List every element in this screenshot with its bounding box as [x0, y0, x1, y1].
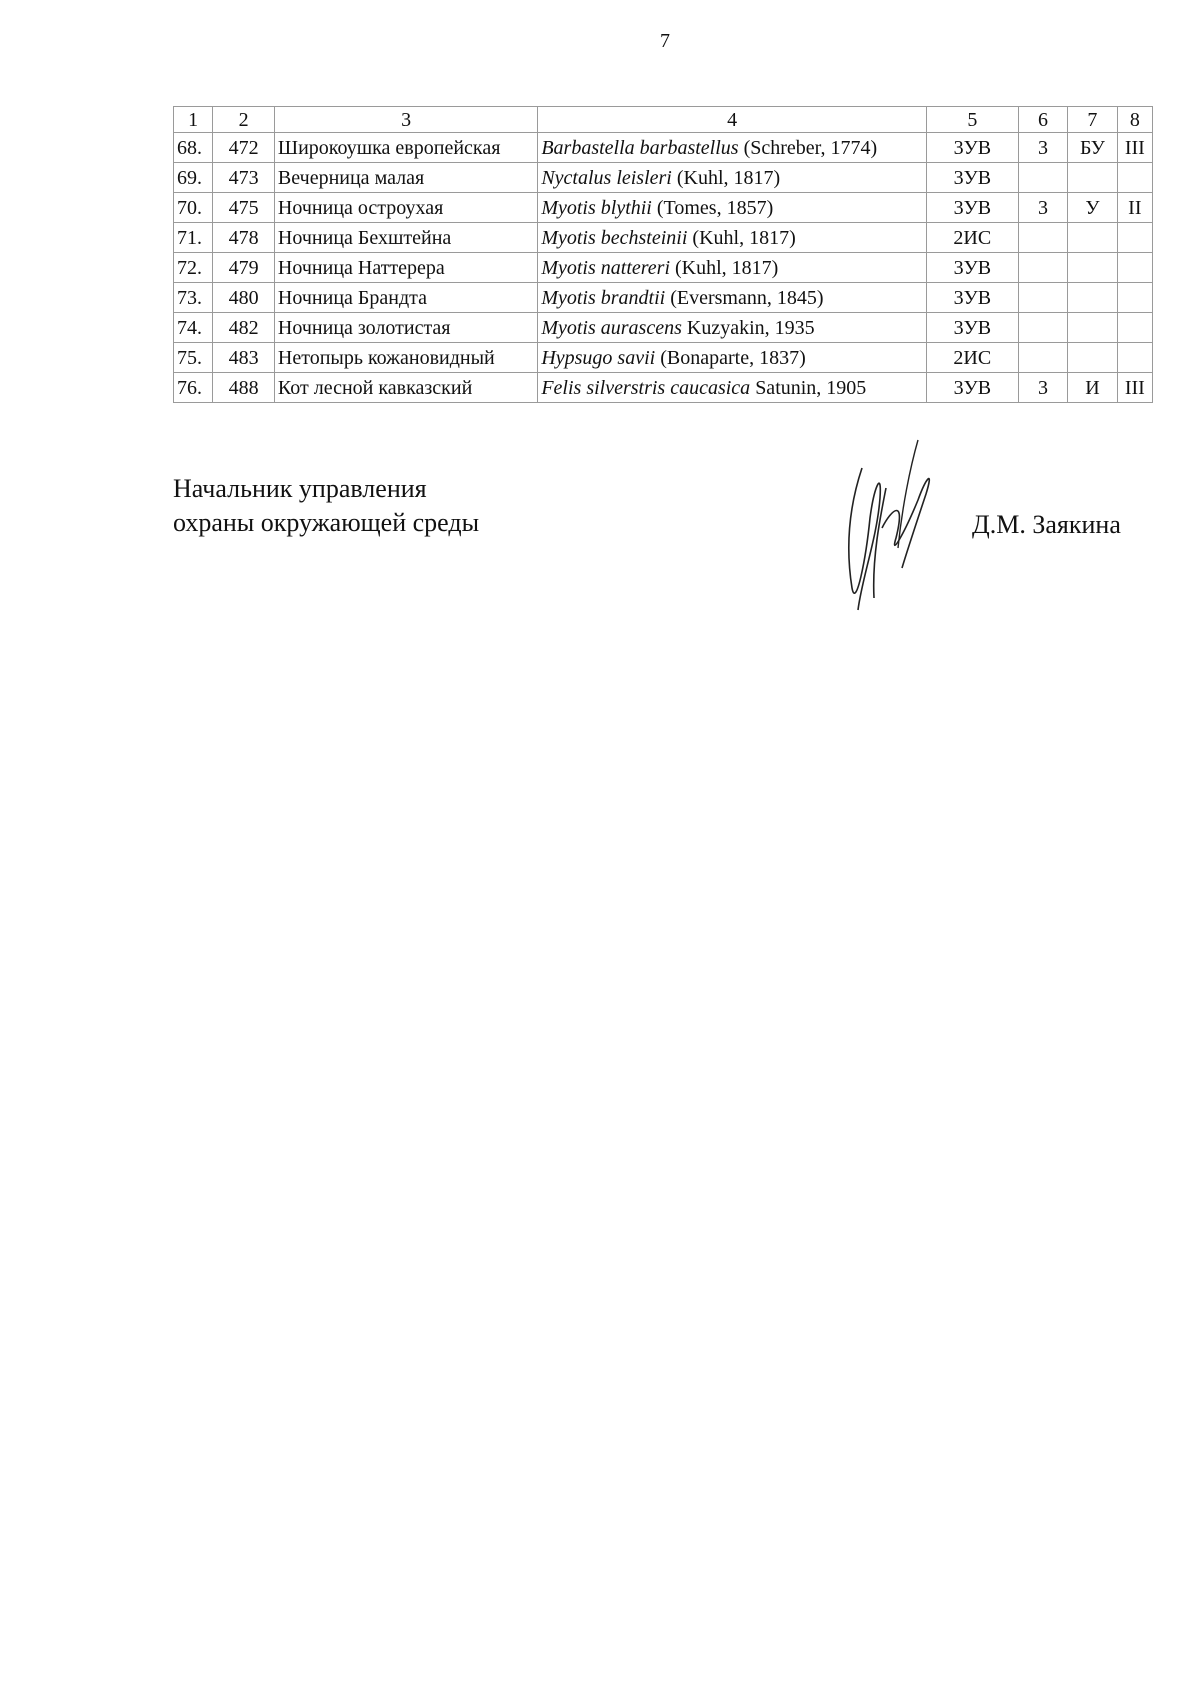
column-8-value — [1117, 223, 1152, 253]
column-header: 3 — [274, 107, 537, 133]
table-row — [174, 223, 1153, 253]
taxon-author: (Tomes, 1857) — [656, 196, 774, 219]
column-6-value — [1018, 343, 1067, 373]
latin-name-cell — [538, 223, 927, 253]
russian-name: Ночница Брандта — [274, 283, 537, 313]
column-7-value — [1068, 313, 1117, 343]
latin-name: Myotis brandtii — [541, 286, 666, 309]
column-6-value — [1018, 223, 1067, 253]
latin-name-cell — [538, 253, 927, 283]
column-header: 7 — [1068, 107, 1117, 133]
latin-name: Myotis nattereri — [541, 256, 671, 279]
latin-name-cell — [538, 313, 927, 343]
table-row — [174, 373, 1153, 403]
status-category: 3УВ — [926, 373, 1018, 403]
table-row — [174, 193, 1153, 223]
status-category: 3УВ — [926, 163, 1018, 193]
status-category: 3УВ — [926, 283, 1018, 313]
table-row — [174, 163, 1153, 193]
latin-name: Hypsugo savii — [541, 346, 656, 369]
species-table — [173, 106, 1153, 403]
row-number: 69. — [174, 163, 213, 193]
russian-name: Вечерница малая — [274, 163, 537, 193]
species-code: 488 — [213, 373, 275, 403]
signatory-position — [173, 472, 479, 540]
row-number: 71. — [174, 223, 213, 253]
status-category: 2ИС — [926, 343, 1018, 373]
latin-name-cell — [538, 193, 927, 223]
row-number: 74. — [174, 313, 213, 343]
latin-name-cell — [538, 133, 927, 163]
table-row — [174, 283, 1153, 313]
latin-name: Barbastella barbastellus — [541, 136, 739, 159]
status-category: 2ИС — [926, 223, 1018, 253]
latin-name: Myotis bechsteinii — [541, 226, 688, 249]
signer-name: Д.М. Заякина — [972, 510, 1121, 539]
column-7-value: У — [1068, 193, 1117, 223]
taxon-author: Kuzyakin, 1935 — [686, 316, 815, 339]
column-header: 6 — [1018, 107, 1067, 133]
column-6-value — [1018, 283, 1067, 313]
status-category: 3УВ — [926, 313, 1018, 343]
russian-name: Ночница Бехштейна — [274, 223, 537, 253]
species-code: 478 — [213, 223, 275, 253]
table-row — [174, 253, 1153, 283]
taxon-author: (Kuhl, 1817) — [692, 226, 796, 249]
column-7-value: БУ — [1068, 133, 1117, 163]
column-6-value: 3 — [1018, 133, 1067, 163]
latin-name: Myotis aurascens — [541, 316, 682, 339]
russian-name: Ночница остроухая — [274, 193, 537, 223]
taxon-author: (Schreber, 1774) — [743, 136, 878, 159]
latin-name: Myotis blythii — [541, 196, 652, 219]
column-7-value — [1068, 253, 1117, 283]
column-8-value — [1117, 283, 1152, 313]
species-code: 480 — [213, 283, 275, 313]
column-header: 8 — [1117, 107, 1152, 133]
row-number: 75. — [174, 343, 213, 373]
column-7-value: И — [1068, 373, 1117, 403]
russian-name: Ночница золотистая — [274, 313, 537, 343]
latin-name-cell — [538, 373, 927, 403]
position-line: Начальник управления — [173, 474, 427, 503]
latin-name-cell — [538, 343, 927, 373]
status-category: 3УВ — [926, 253, 1018, 283]
russian-name: Кот лесной кавказский — [274, 373, 537, 403]
species-code: 483 — [213, 343, 275, 373]
species-code: 473 — [213, 163, 275, 193]
column-7-value — [1068, 163, 1117, 193]
column-8-value: III — [1117, 373, 1152, 403]
column-8-value — [1117, 313, 1152, 343]
row-number: 76. — [174, 373, 213, 403]
column-6-value: 3 — [1018, 373, 1067, 403]
column-6-value — [1018, 163, 1067, 193]
russian-name: Ночница Наттерера — [274, 253, 537, 283]
column-8-value — [1117, 253, 1152, 283]
column-header: 1 — [174, 107, 213, 133]
russian-name: Нетопырь кожановидный — [274, 343, 537, 373]
column-8-value: III — [1117, 133, 1152, 163]
species-code: 482 — [213, 313, 275, 343]
column-7-value — [1068, 343, 1117, 373]
taxon-author: Satunin, 1905 — [755, 376, 867, 399]
column-7-value — [1068, 283, 1117, 313]
table-row — [174, 313, 1153, 343]
taxon-author: (Kuhl, 1817) — [676, 166, 781, 189]
table-header-row — [174, 107, 1153, 133]
taxon-author: (Bonaparte, 1837) — [660, 346, 806, 369]
table-row — [174, 133, 1153, 163]
column-7-value — [1068, 223, 1117, 253]
row-number: 68. — [174, 133, 213, 163]
latin-name: Felis silverstris caucasica — [541, 376, 751, 399]
russian-name: Широкоушка европейская — [274, 133, 537, 163]
page-number: 7 — [660, 30, 670, 52]
latin-name-cell — [538, 163, 927, 193]
row-number: 70. — [174, 193, 213, 223]
table-row — [174, 343, 1153, 373]
column-6-value — [1018, 313, 1067, 343]
species-code: 472 — [213, 133, 275, 163]
column-header: 5 — [926, 107, 1018, 133]
handwritten-signature — [822, 438, 942, 618]
taxon-author: (Eversmann, 1845) — [670, 286, 824, 309]
column-header: 4 — [538, 107, 927, 133]
status-category: 3УВ — [926, 193, 1018, 223]
latin-name-cell — [538, 283, 927, 313]
column-8-value: II — [1117, 193, 1152, 223]
column-header: 2 — [213, 107, 275, 133]
row-number: 73. — [174, 283, 213, 313]
position-line: охраны окружающей среды — [173, 508, 480, 537]
status-category: 3УВ — [926, 133, 1018, 163]
taxon-author: (Kuhl, 1817) — [675, 256, 779, 279]
column-6-value — [1018, 253, 1067, 283]
species-code: 479 — [213, 253, 275, 283]
column-6-value: 3 — [1018, 193, 1067, 223]
column-8-value — [1117, 343, 1152, 373]
species-code: 475 — [213, 193, 275, 223]
column-8-value — [1117, 163, 1152, 193]
latin-name: Nyctalus leisleri — [541, 166, 672, 189]
row-number: 72. — [174, 253, 213, 283]
